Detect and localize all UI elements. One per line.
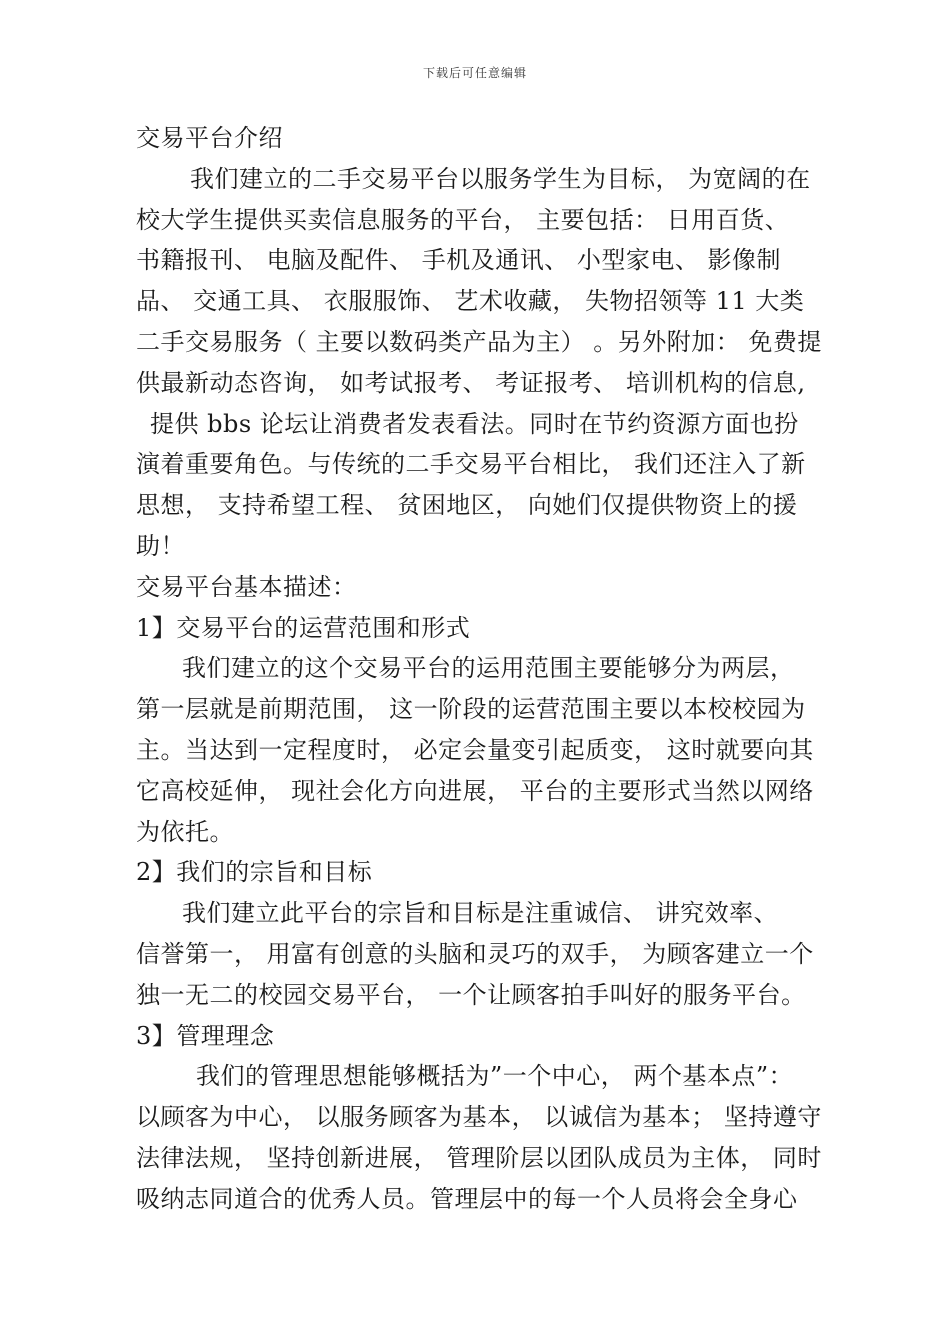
- paragraph-line: 二手交易服务（ 主要以数码类产品为主） 。另外附加： 免费提: [136, 327, 822, 356]
- paragraph-line: 我们的管理思想能够概括为”一个中心， 两个基本点”：: [196, 1062, 794, 1091]
- paragraph-line: 吸纳志同道合的优秀人员。管理层中的每一个人员将会全身心: [136, 1184, 798, 1213]
- page-header-note: 下载后可任意编辑: [422, 66, 527, 80]
- paragraph-line: 我们建立的这个交易平台的运用范围主要能够分为两层，: [182, 654, 795, 683]
- paragraph-line: 演着重要角色。与传统的二手交易平台相比， 我们还注入了新: [136, 450, 806, 479]
- paragraph-line: 独一无二的校园交易平台， 一个让顾客拍手叫好的服务平台。: [136, 980, 806, 1009]
- subsection-title-scope: 1】交易平台的运营范围和形式: [136, 613, 471, 642]
- subsection-title-purpose: 2】我们的宗旨和目标: [136, 858, 373, 887]
- paragraph-line: 我们建立的二手交易平台以服务学生为目标， 为宽阔的在: [190, 164, 811, 193]
- paragraph-line: 供最新动态咨询， 如考试报考、 考证报考、 培训机构的信息,: [136, 368, 806, 397]
- section-title-basic-description: 交易平台基本描述：: [136, 572, 357, 601]
- paragraph-line: 以顾客为中心， 以服务顾客为基本， 以诚信为基本； 坚持遵守: [136, 1103, 822, 1132]
- paragraph-line: 助！: [136, 531, 185, 560]
- paragraph-line: 第一层就是前期范围， 这一阶段的运营范围主要以本校校园为: [136, 695, 806, 724]
- paragraph-line: 提供 bbs 论坛让消费者发表看法。同时在节约资源方面也扮: [150, 409, 799, 438]
- paragraph-line: 为依托。: [136, 817, 234, 846]
- paragraph-line: 书籍报刊、 电脑及配件、 手机及通讯、 小型家电、 影像制: [136, 246, 782, 275]
- paragraph-line: 主。当达到一定程度时， 必定会量变引起质变， 这时就要向其: [136, 735, 814, 764]
- paragraph-line: 法律法规， 坚持创新进展， 管理阶层以团队成员为主体， 同时: [136, 1143, 822, 1172]
- paragraph-line: 我们建立此平台的宗旨和目标是注重诚信、 讲究效率、: [182, 899, 779, 928]
- paragraph-line: 思想， 支持希望工程、 贫困地区， 向她们仅提供物资上的援: [136, 491, 798, 520]
- subsection-title-management: 3】管理理念: [136, 1021, 275, 1050]
- section-title-intro: 交易平台介绍: [136, 124, 283, 152]
- paragraph-line: 校大学生提供买卖信息服务的平台， 主要包括： 日用百货、: [136, 205, 790, 234]
- paragraph-line: 它高校延伸， 现社会化方向进展， 平台的主要形式当然以网络: [136, 776, 814, 805]
- document-body: [136, 118, 822, 1220]
- paragraph-line: 品、 交通工具、 衣服服饰、 艺术收藏， 失物招领等 11 大类: [136, 287, 805, 316]
- paragraph-line: 信誉第一， 用富有创意的头脑和灵巧的双手， 为顾客建立一个: [136, 939, 814, 968]
